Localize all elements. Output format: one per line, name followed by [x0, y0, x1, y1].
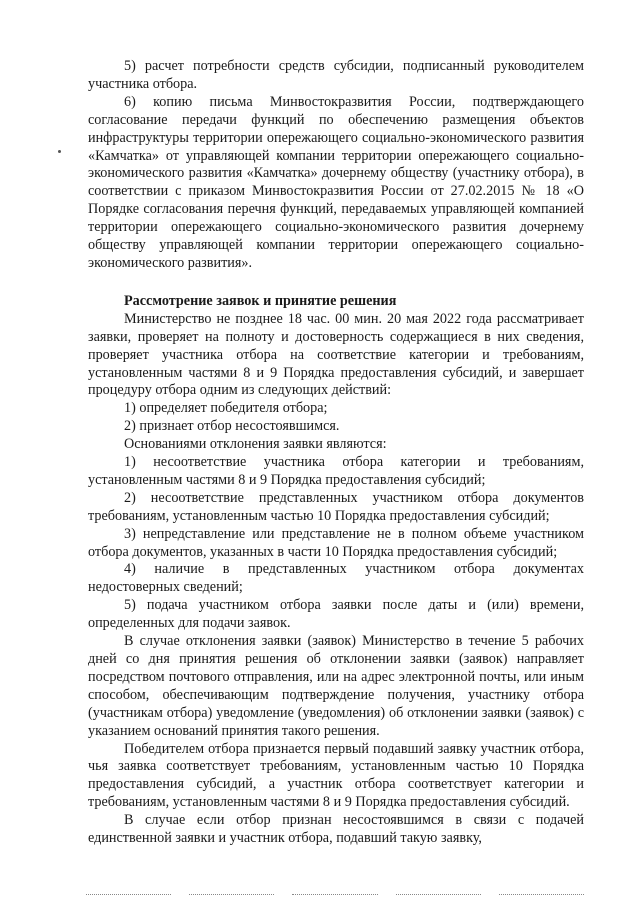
paragraph-item-6: 6) копию письма Минвостокразвития России, подтверждающего согласование передачи функций по обеспечению размещения объектов инфраструктуры территории опережающего социально-экономического развития «Камчатка» от управляющей компании территории опережающего социально-экономического развития «Камчатка» дочернему обществу (участнику отбора), в соответствии с приказом Минвостокразвития России от 27.02.2015 № 18 «О Порядке согласования перечня функций, передаваемых управляющей компанией территории опережающего социально-экономического развития дочернему обществу управляющей компании территории опережающего социально-экономического развития».	[88, 93, 584, 271]
paragraph: В случае если отбор признан несостоявшимся в связи с подачей единственной заявки и участник отбора, подавший такую заявку,	[88, 812, 584, 847]
paragraph: Министерство не позднее 18 час. 00 мин. 20 мая 2022 года рассматривает заявки, проверяет на полноту и достоверность содержащиеся в них сведения, проверяет участника отбора на соответствие категории и требованиям, установленным частями 8 и 9 Порядка предоставления субсидий, и завершает процедуру отбора одним из следующих действий:	[88, 310, 584, 399]
margin-mark	[58, 150, 61, 153]
list-item: 1) несоответствие участника отбора категории и требованиям, установленным частями 8 и 9 Порядка предоставления субсидий;	[88, 454, 584, 488]
list-item: 5) подача участником отбора заявки после даты и (или) времени, определенных для подачи заявок.	[88, 597, 584, 632]
list-item: 2) несоответствие представленных участником отбора документов требованиям, установленным частью 10 Порядка предоставления субсидий;	[88, 489, 584, 524]
bottom-edge-marks	[86, 894, 584, 898]
paragraph: В случае отклонения заявки (заявок) Министерство в течение 5 рабочих дней со дня принятия решения об отклонении заявки (заявок) направляет посредством почтового отправления, или на адрес электронной почты, или иным способом, обеспечивающим подтверждение получения, участнику отбора (участникам отбора) уведомление (уведомления) об отклонении заявки (заявок) с указанием оснований принятия такого решения.	[88, 633, 584, 739]
paragraph: Победителем отбора признается первый подавший заявку участник отбора, чья заявка соответствует требованиям, установленным частью 10 Порядка предоставления субсидий, а участник отбора соответствует категории и требованиям, установленным частями 8 и 9 Порядка предоставления субсидий.	[88, 740, 584, 811]
list-item: 1) определяет победителя отбора;	[124, 400, 328, 417]
list-item: 3) непредставление или представление не в полном объеме участником отбора документов, указанных в части 10 Порядка предоставления субсидий;	[88, 525, 584, 560]
paragraph-item-5: 5) расчет потребности средств субсидии, подписанный руководителем участника отбора.	[88, 58, 584, 92]
paragraph: Основаниями отклонения заявки являются:	[124, 436, 387, 453]
list-item: 2) признает отбор несостоявшимся.	[124, 418, 340, 435]
section-heading: Рассмотрение заявок и принятие решения	[124, 292, 397, 309]
list-item: 4) наличие в представленных участником отбора документах недостоверных сведений;	[88, 561, 584, 596]
